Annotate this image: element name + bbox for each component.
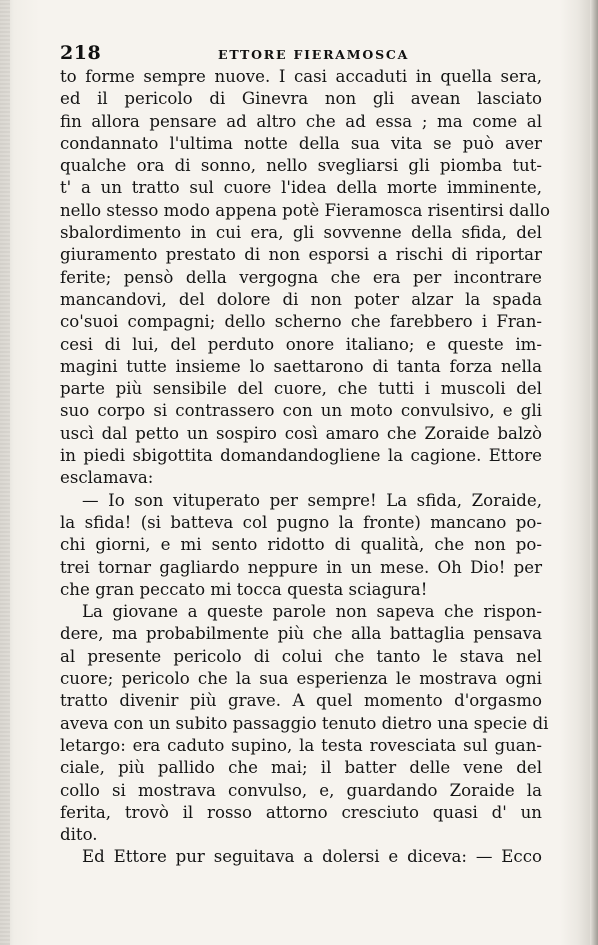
running-header [60,42,542,66]
text-line: sbalordimento in cui era, gli sovvenne della sfida, del [60,223,542,243]
text-line: la sfida! (si batteva col pugno la fronte) mancano po- [60,512,542,532]
text-line: fin allora pensare ad altro che ad essa ; ma come al [60,111,542,131]
text-line: — Io son vituperato per sempre! La sfida, Zoraide, [82,490,542,510]
text-line: chi giorni, e mi sento ridotto di qualità, che non po- [60,535,542,555]
body-text [60,66,551,869]
text-line: ciale, più pallido che mai; il batter delle vene del [60,758,542,778]
text-line: cuore; pericolo che la sua esperienza le mostrava ogni [60,669,542,689]
text-line: giuramento prestato di non esporsi a rischi di riportar [60,245,542,265]
text-line: magini tutte insieme lo saettarono di tanta forza nella [60,356,542,376]
text-line: nello stesso modo appena potè Fieramosca risentirsi dallo [60,200,551,220]
text-line: t' a un tratto sul cuore l'idea della morte imminente, [60,178,542,198]
text-line: ferite; pensò della vergogna che era per incontrare [60,267,542,287]
text-line: to forme sempre nuove. I casi accaduti in quella sera, [60,67,542,86]
text-line: dere, ma probabilmente più che alla battaglia pensava [60,624,542,644]
text-line: al presente pericolo di colui che tanto le stava nel [60,646,542,666]
page-number: 218 [60,42,102,64]
text-line: che gran peccato mi tocca questa sciagura! [60,579,428,599]
text-line: collo si mostrava convulso, e, guardando Zoraide la [60,780,542,800]
text-line: uscì dal petto un sospiro così amaro che Zoraide balzò [60,423,542,443]
text-line: letargo: era caduto supino, la testa rovesciata sul guan- [60,735,542,755]
page-right-edge [590,0,598,945]
text-line: tratto divenir più grave. A quel momento d'orgasmo [60,691,542,711]
text-line: dito. [60,825,98,845]
page-binding-edge [0,0,10,945]
text-line: qualche ora di sonno, nello svegliarsi gli piomba tut- [60,156,542,176]
text-line: ed il pericolo di Ginevra non gli avean lasciato [60,89,542,109]
text-line: condannato l'ultima notte della sua vita se può aver [60,133,542,153]
text-line: cesi di lui, del perduto onore italiano; e queste im- [60,334,542,354]
text-line: in piedi sbigottita domandandogliene la cagione. Ettore [60,446,542,466]
text-line: co'suoi compagni; dello scherno che farebbero i Fran- [60,312,542,332]
text-line: ferita, trovò il rosso attorno cresciuto quasi d' un [60,802,542,822]
text-line: suo corpo si contrassero con un moto convulsivo, e gli [60,401,542,421]
text-line: aveva con un subito passaggio tenuto dietro una specie di [60,713,549,733]
text-line: mancandovi, del dolore di non poter alzar la spada [60,289,542,309]
text-line: trei tornar gagliardo neppure in un mese. Oh Dio! per [60,557,542,577]
text-line: La giovane a queste parole non sapeva che rispon- [82,602,542,622]
text-line: parte più sensibile del cuore, che tutti i muscoli del [60,379,542,399]
text-line: esclamava: [60,468,154,488]
text-line: Ed Ettore pur seguitava a dolersi e diceva: — Ecco [82,847,542,867]
running-title: ETTORE FIERAMOSCA [218,47,410,62]
